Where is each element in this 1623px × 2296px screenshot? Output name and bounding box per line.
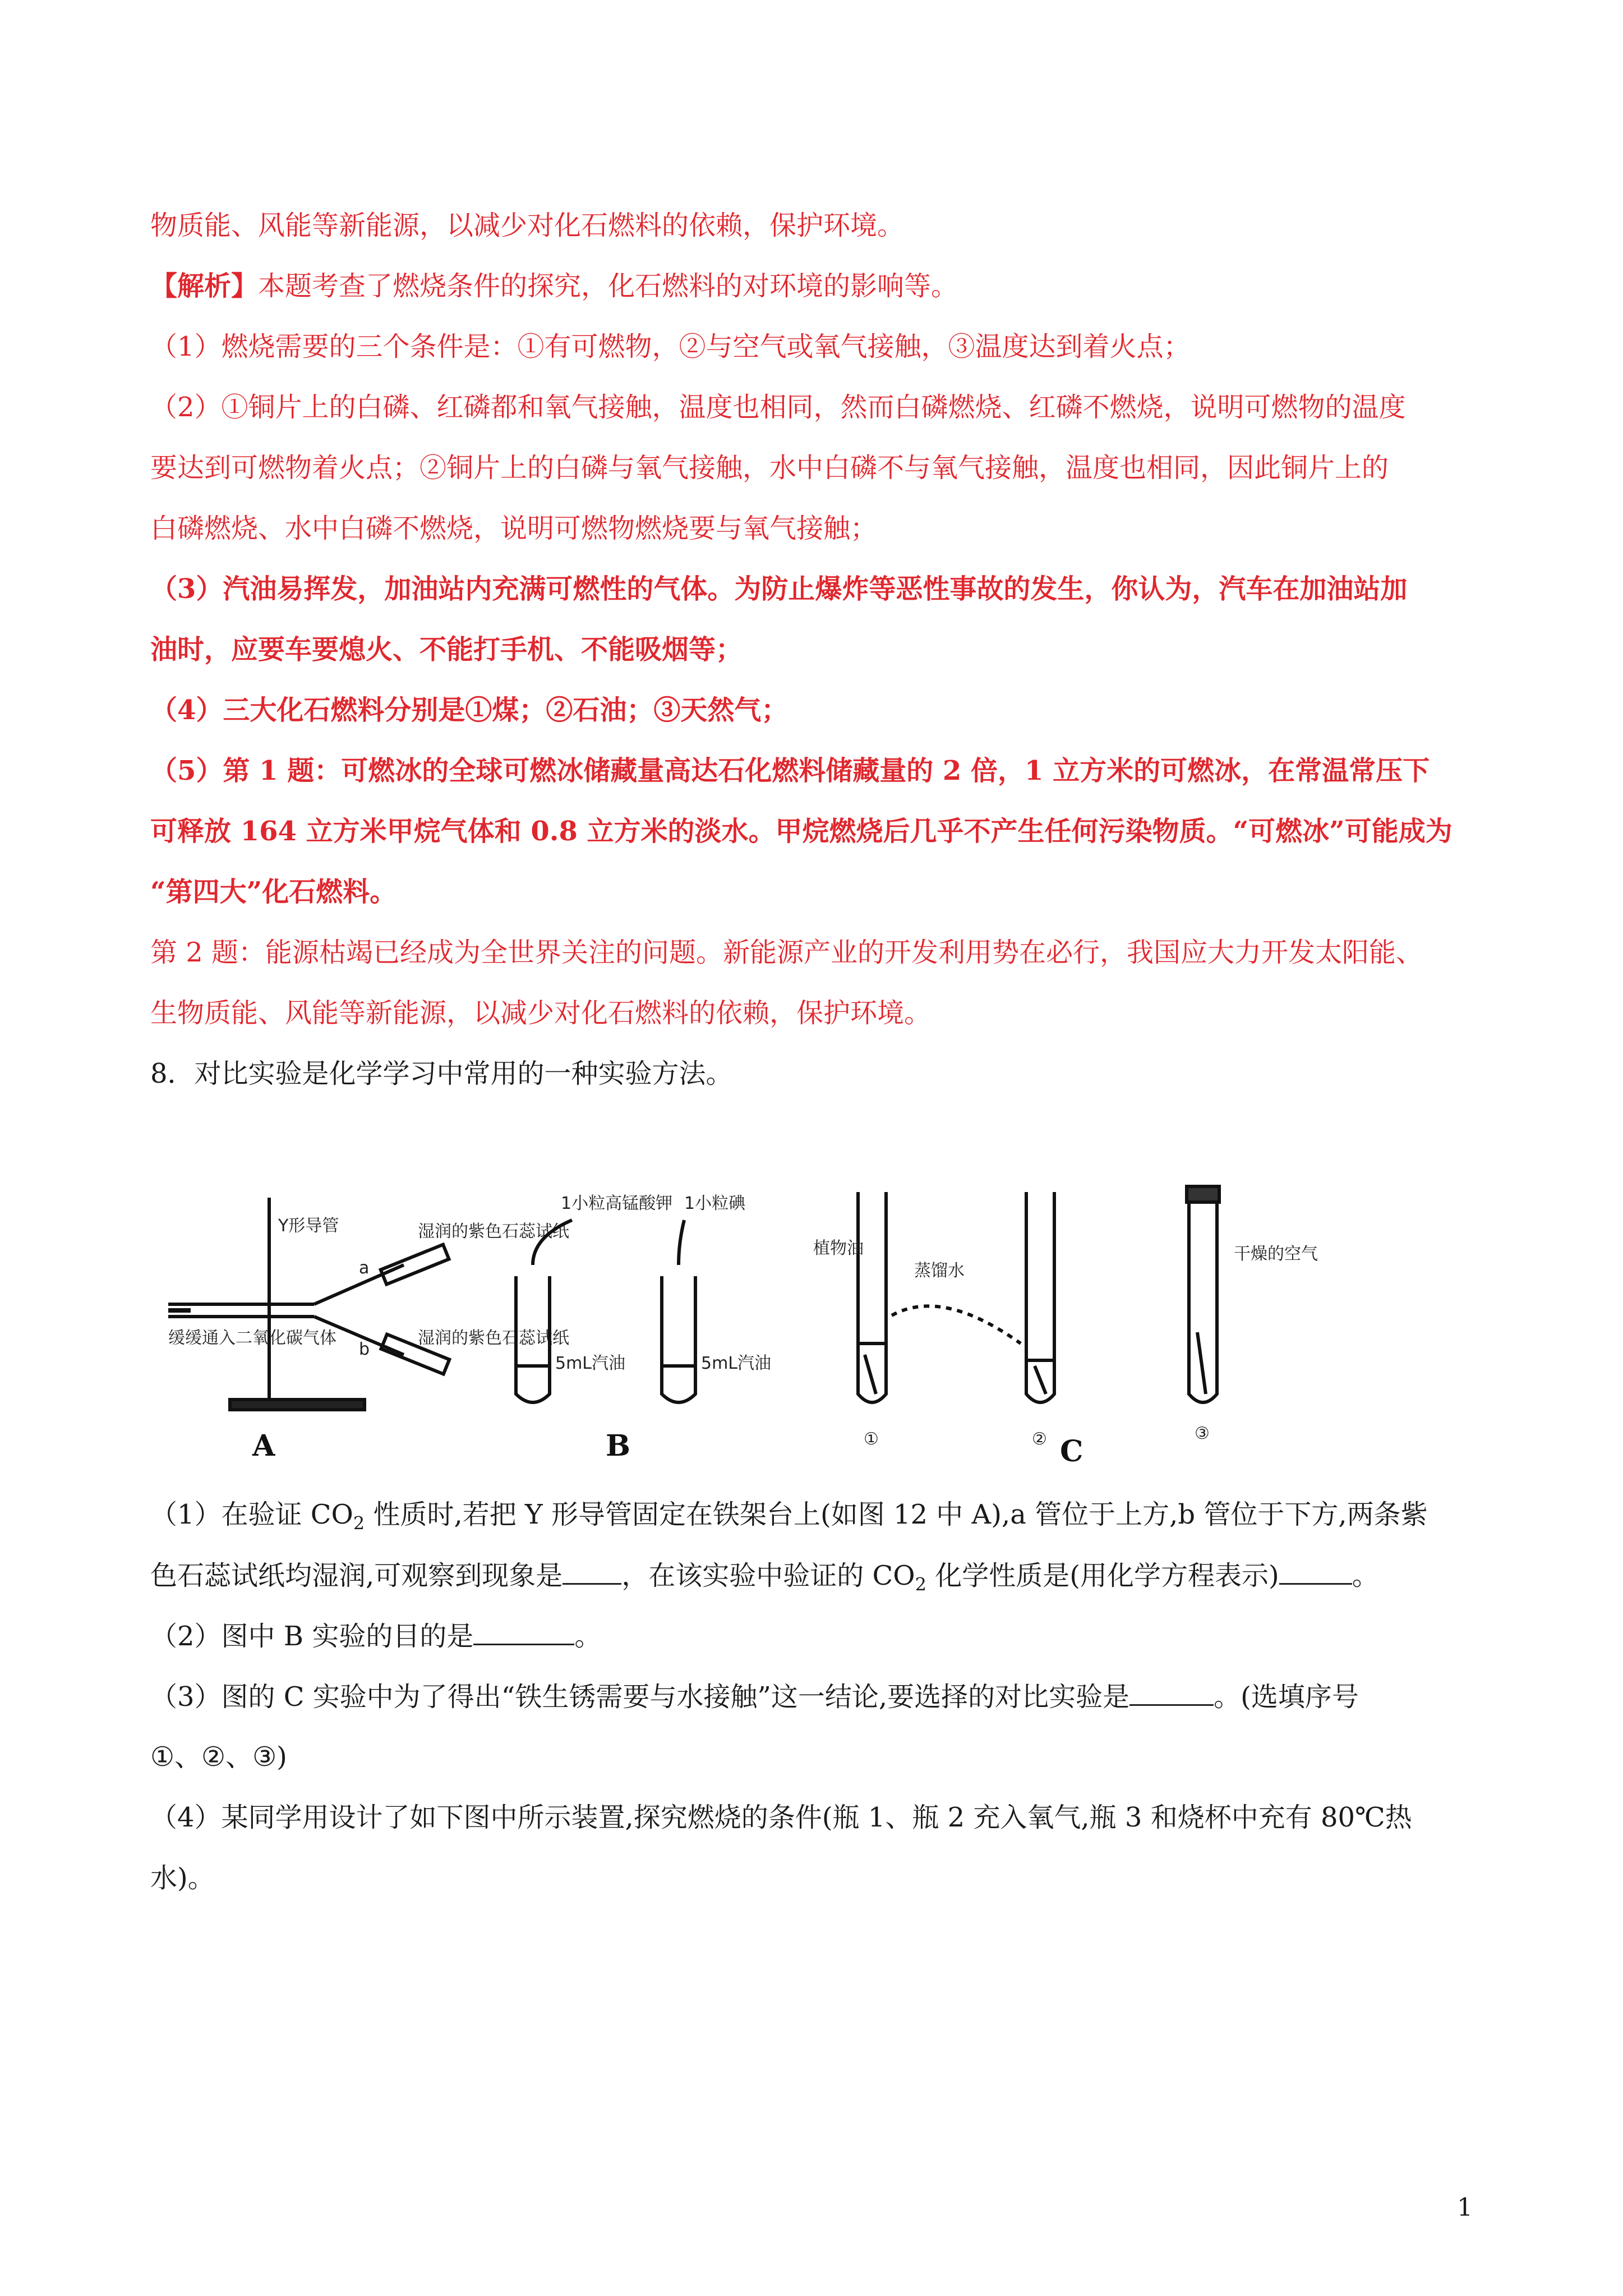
q1-text-d: ，在该实验中验证的 CO: [621, 1560, 915, 1591]
text-line-7: （3）汽油易挥发，加油站内充满可燃性的气体。为防止爆炸等恶性事故的发生，你认为，汽车在加油站加: [150, 573, 1408, 605]
question-8-title: 8．对比实验是化学学习中常用的一种实验方法。: [150, 1058, 733, 1089]
q3-text-b: 。(选填序号: [1214, 1681, 1359, 1713]
analysis-label: 【解析】: [150, 270, 259, 302]
fig-c-note-5: ②: [1032, 1429, 1047, 1449]
question-1-line-2: [150, 1558, 1474, 1593]
figure-label-a: A: [252, 1429, 275, 1463]
q2-text-a: （2）图中 B 实验的目的是: [150, 1621, 474, 1652]
fig-a-note-2: a: [359, 1258, 370, 1278]
q2-text-b: 。: [574, 1621, 602, 1652]
text-line-4: （2）①铜片上的白磷、红磷都和氧气接触，温度也相同，然而白磷燃烧、红磷不燃烧，说明可燃物的温度: [150, 392, 1406, 423]
text-line-10: （5）第 1 题：可燃冰的全球可燃冰储藏量高达石化燃料储藏量的 2 倍，1 立方米的可燃冰，在常温常压下: [150, 755, 1430, 786]
fig-c-note-4: ①: [864, 1429, 879, 1449]
q1-blank-2[interactable]: [1279, 1558, 1352, 1585]
fig-b-note-1: 1小粒高锰酸钾: [561, 1194, 673, 1213]
fig-b-note-4: 5mL汽油: [701, 1354, 772, 1373]
q3-blank[interactable]: [1129, 1680, 1214, 1706]
q1-text-f: 。: [1352, 1560, 1379, 1591]
figure-label-b: B: [606, 1429, 630, 1463]
q1-subscript-2: 2: [915, 1573, 926, 1595]
text-line-11: 可释放 164 立方米甲烷气体和 0.8 立方米的淡水。甲烷燃烧后几乎不产生任何污染物质。“可燃冰”可能成为: [150, 816, 1453, 847]
text-line-8: 油时，应要车要熄火、不能打手机、不能吸烟等；: [150, 634, 743, 665]
question-4-line-1: （4）某同学用设计了如下图中所示装置,探究燃烧的条件(瓶 1、瓶 2 充入氧气,瓶 3 和烧杯中充有 80℃热: [150, 1802, 1412, 1833]
fig-b-note-2: 1小粒碘: [684, 1194, 746, 1213]
apparatus-a: [168, 1198, 569, 1410]
q3-text-a: （3）图的 C 实验中为了得出“铁生锈需要与水接触”这一结论,要选择的对比实验是: [150, 1681, 1130, 1713]
fig-c-note-3: 干燥的空气: [1234, 1244, 1318, 1264]
q1-text-a: （1）在验证 CO: [150, 1499, 353, 1530]
question-4-line-2: 水)。: [150, 1862, 215, 1894]
text-line-12: “第四大”化石燃料。: [150, 876, 397, 908]
text-line-9: （4）三大化石燃料分别是①煤；②石油；③天然气；: [150, 694, 789, 726]
q1-text-c: 色石蕊试纸均湿润,可观察到现象是: [150, 1560, 563, 1591]
question-1-line-1: [150, 1498, 1474, 1534]
question-3-line-1: [150, 1680, 1474, 1714]
fig-a-note-3: b: [359, 1340, 370, 1359]
fig-b-note-3: 5mL汽油: [555, 1354, 626, 1373]
q2-blank[interactable]: [473, 1619, 574, 1645]
text-line-13: 第 2 题：能源枯竭已经成为全世界关注的问题。新能源产业的开发利用势在必行，我国应大力开发太阳能、: [150, 937, 1423, 968]
experiment-figure: [168, 1175, 1458, 1478]
fig-a-note-4: 湿润的紫色石蕊试纸: [418, 1222, 569, 1241]
text-line-1: 物质能、风能等新能源，以减少对化石燃料的依赖，保护环境。: [150, 210, 905, 241]
analysis-text: 本题考查了燃烧条件的探究，化石燃料的对环境的影响等。: [258, 270, 958, 302]
fig-a-note-5: 湿润的紫色石蕊试纸: [418, 1328, 569, 1348]
figure-label-c: C: [1060, 1434, 1083, 1469]
apparatus-c: [813, 1186, 1318, 1449]
fig-c-note-6: ③: [1195, 1424, 1210, 1443]
analysis-line: [150, 269, 1474, 303]
text-line-14: 生物质能、风能等新能源，以减少对化石燃料的依赖，保护环境。: [150, 997, 932, 1029]
page-number: 1: [1457, 2193, 1473, 2222]
fig-a-note-6: 缓缓通入二氧化碳气体: [168, 1328, 336, 1348]
text-line-6: 白磷燃烧、水中白磷不燃烧，说明可燃物燃烧要与氧气接触；: [150, 513, 878, 544]
q1-blank-1[interactable]: [562, 1558, 621, 1585]
fig-c-note-1: 植物油: [813, 1239, 864, 1258]
fig-c-note-2: 蒸馏水: [914, 1261, 965, 1281]
text-line-5: 要达到可燃物着火点；②铜片上的白磷与氧气接触，水中白磷不与氧气接触，温度也相同，因此铜片上的: [150, 452, 1389, 484]
text-line-3: （1）燃烧需要的三个条件是：①有可燃物，②与空气或氧气接触，③温度达到着火点；: [150, 331, 1191, 362]
q1-text-b: 性质时,若把 Y 形导管固定在铁架台上(如图 12 中 A),a 管位于上方,b 管位于下方,两条紫: [365, 1499, 1428, 1530]
fig-a-note-1: Y形导管: [278, 1216, 339, 1236]
question-3-line-2: ①、②、③): [150, 1741, 287, 1773]
q1-text-e: 化学性质是(用化学方程表示): [926, 1560, 1279, 1591]
q1-subscript: 2: [353, 1512, 365, 1534]
question-2: [150, 1619, 1474, 1653]
